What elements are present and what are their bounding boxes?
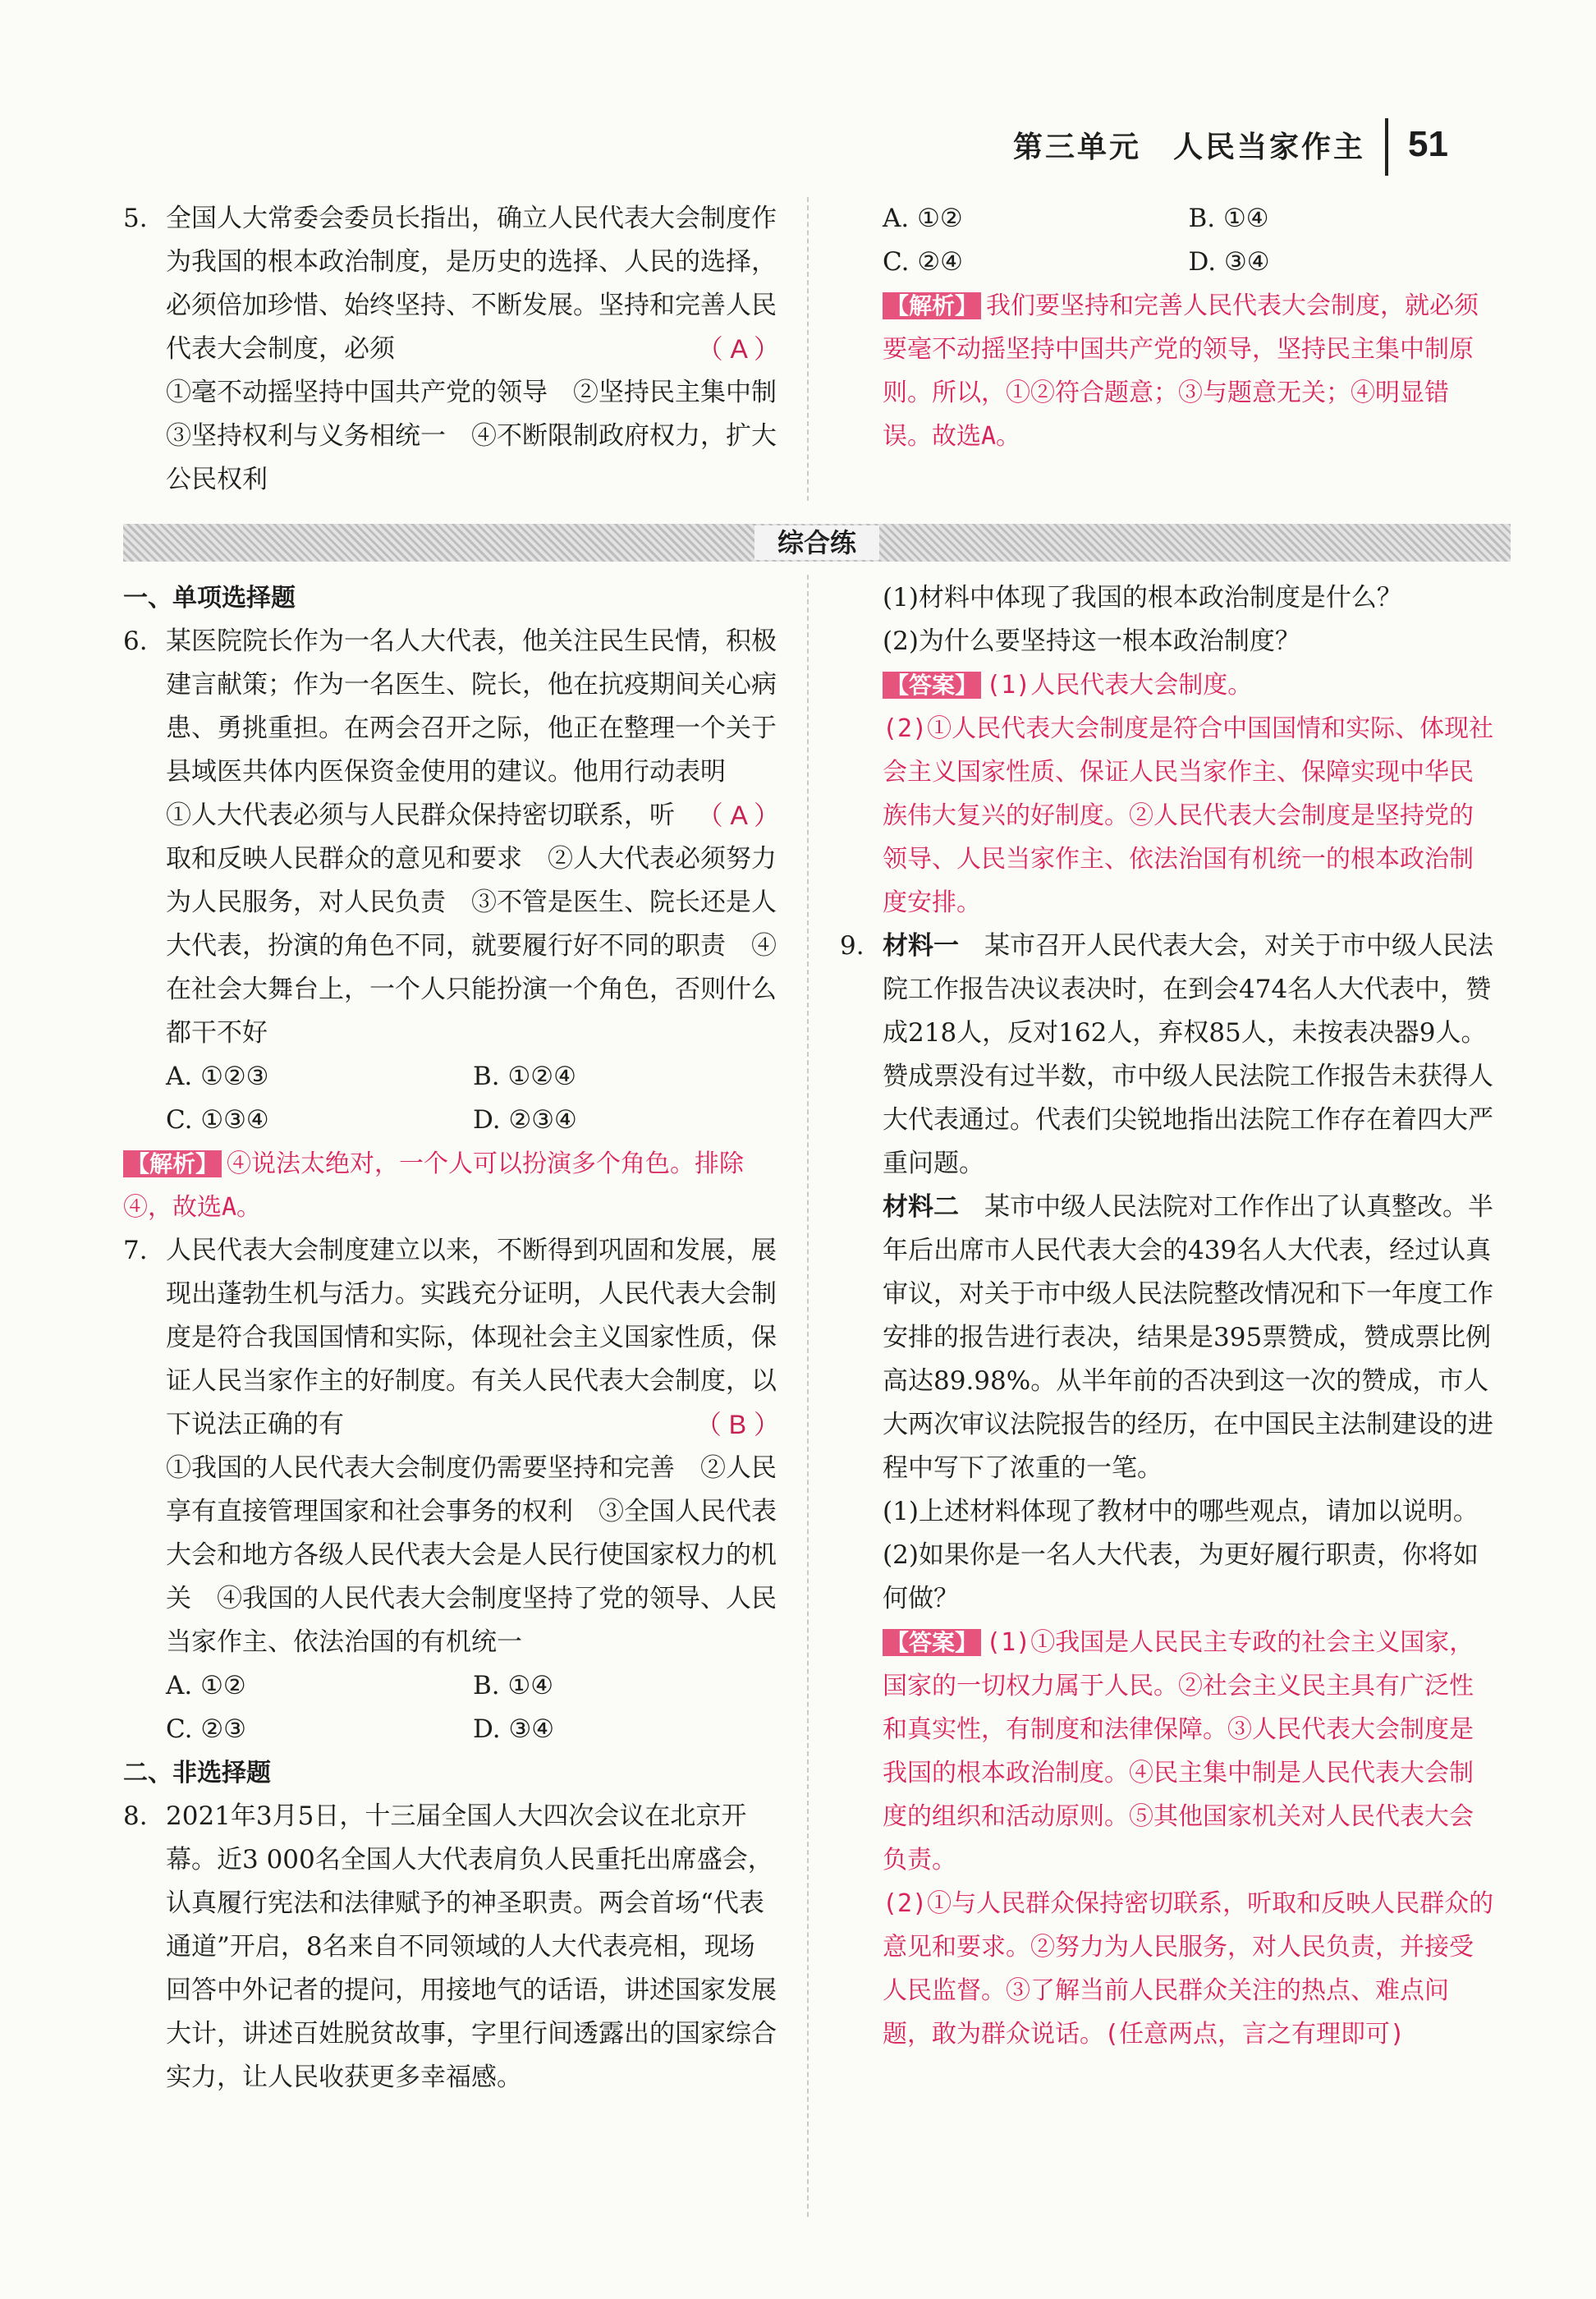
option-c: C. ①③④ (166, 1105, 269, 1135)
q9-subquestion-2: (2)如果你是一名人大代表，为更好履行职责，你将如何做？ (883, 1540, 1479, 1613)
question-9 (840, 925, 1494, 2056)
material-1-label: 材料一 (883, 931, 959, 961)
q8-answer-2: (2)①人民代表大会制度是符合中国国情和实际、体现社会主义国家性质、保证人民当家作主、保障实现中华民族伟大复兴的好制度。②人民代表大会制度是坚持党的领导、人民当家作主、依法治国有机统一的根本政治制度安排。 (883, 714, 1494, 917)
question-5 (123, 197, 802, 502)
answer-key: 【答案】 (883, 1629, 981, 1656)
option-c: C. ②③ (166, 1714, 246, 1744)
material-2: 某市中级人民法院对工作作出了认真整改。半年后出席市人民代表大会的439名人大代表，经过认真审议，对关于市中级人民法院整改情况和下一年度工作安排的报告进行表决，结果是395票赞成，赞成票比例高达89.98%。从半年前的否决到这一次的赞成，市人大两次审议法院报告的经历，在中国民主法制建设的进程中写下了浓重的一笔。 (883, 1192, 1493, 1483)
analysis-key: 【解析】 (123, 1150, 222, 1177)
statement-list: ①毫不动摇坚持中国共产党的领导 ②坚持民主集中制 ③坚持权利与义务相统一 ④不断限制政府权力，扩大公民权利 (166, 378, 802, 494)
right-column (840, 576, 1494, 2056)
q9-subquestion-1: (1)上述材料体现了教材中的哪些观点，请加以说明。 (883, 1497, 1479, 1526)
question-number: 8. (123, 1801, 148, 1831)
section-heading-non-choice: 二、非选择题 (123, 1759, 271, 1787)
question-stem: 某医院院长作为一名人大代表，他关注民生民情，积极建言献策；作为一名医生、院长，他在抗疫期间关心病患、勇挑重担。在两会召开之际，他正在整理一个关于县域医共体内医保资金使用的建议。他用行动表明 (166, 626, 777, 787)
question-6-options (123, 1055, 780, 1142)
q8-subquestion-1: (1)材料中体现了我国的根本政治制度是什么？ (883, 583, 1402, 613)
answer-key: 【答案】 (883, 672, 981, 699)
question-number: 6. (123, 626, 148, 656)
left-column (123, 576, 780, 2099)
section-band (123, 524, 1511, 562)
answer-choice: （ A ） (696, 801, 780, 830)
section-band-label: 综合练 (754, 525, 879, 560)
answer-choice: （ B ） (695, 1410, 780, 1439)
material-2-label: 材料二 (883, 1192, 959, 1222)
analysis-text: ④说法太绝对，一个人可以扮演多个角色。排除④，故选A。 (123, 1150, 745, 1222)
analysis (123, 1142, 780, 1229)
option-b: B. ①②④ (473, 1062, 576, 1091)
statement-list: ①人大代表必须与人民群众保持密切联系，听取和反映人民群众的意见和要求 ②人大代表必须努力为人民服务，对人民负责 ③不管是医生、院长还是人大代表，扮演的角色不同，就要履行好不同的职责 ④在社会大舞台上，一个人只能扮演一个角色，否则什么都干不好 (166, 801, 777, 1048)
option-b: B. ①④ (1188, 204, 1269, 233)
unit-title: 第三单元 人民当家作主 (1013, 130, 1366, 164)
section-heading-single-choice: 一、单项选择题 (123, 584, 296, 613)
q9-answer-1: (1)①我国是人民民主专政的社会主义国家，国家的一切权力属于人民。②社会主义民主具有广泛性和真实性，有制度和法律保障。③人民代表大会制度是我国的根本政治制度。④民主集中制是人民代表大会制度的组织和活动原则。⑤其他国家机关对人民代表大会负责。 (883, 1628, 1474, 1875)
page-header (1013, 113, 1448, 176)
q8-answer (883, 663, 1494, 707)
option-d: D. ②③④ (473, 1105, 577, 1135)
analysis-text: 我们要坚持和完善人民代表大会制度，就必须要毫不动摇坚持中国共产党的领导，坚持民主集中制原则。所以，①②符合题意；③与题意无关；④明显错误。故选A。 (883, 291, 1479, 451)
option-c: C. ②④ (883, 247, 963, 277)
column-divider-top (807, 197, 809, 501)
column-divider (807, 575, 809, 2217)
q9-answer (883, 1621, 1494, 1882)
option-d: D. ③④ (1188, 247, 1270, 277)
question-number: 5. (123, 204, 148, 233)
material-1: 某市召开人民代表大会，对关于市中级人民法院工作报告决议表决时，在到会474名人大代表中，赞成218人，反对162人，弃权85人，未按表决器9人。赞成票没有过半数，市中级人民法院工作报告未获得人大代表通过。代表们尖锐地指出法院工作存在着四大严重问题。 (883, 931, 1493, 1178)
question-7-options (123, 1664, 780, 1751)
question-6 (123, 620, 780, 1055)
option-d: D. ③④ (473, 1714, 555, 1744)
option-a: A. ①②③ (166, 1062, 269, 1091)
option-a: A. ①② (883, 204, 963, 233)
question-8 (123, 1795, 780, 2099)
q9-answer-2: (2)①与人民群众保持密切联系，听取和反映人民群众的意见和要求。②努力为人民服务，对人民负责，并接受人民监督。③了解当前人民群众关注的热点、难点问题，敢为群众说话。(任意两点，言之有理即可) (883, 1889, 1494, 2049)
analysis-key: 【解析】 (883, 292, 981, 319)
analysis (883, 284, 1494, 458)
statement-list: ①我国的人民代表大会制度仍需要坚持和完善 ②人民享有直接管理国家和社会事务的权利 ③全国人民代表大会和地方各级人民代表大会是人民行使国家权力的机关 ④我国的人民代表大会制度坚持了党的领导、人民当家作主、依法治国的有机统一 (166, 1453, 777, 1657)
answer-choice: （ A ） (696, 334, 780, 364)
question-stem: 人民代表大会制度建立以来，不断得到巩固和发展，展现出蓬勃生机与活力。实践充分证明，人民代表大会制度是符合我国国情和实际，体现社会主义国家性质，保证人民当家作主的好制度。有关人民代表大会制度，以下说法正确的有 (166, 1236, 777, 1439)
question-number: 9. (840, 931, 864, 961)
question-7 (123, 1229, 780, 1664)
option-a: A. ①② (166, 1671, 246, 1700)
question-number: 7. (123, 1236, 148, 1265)
option-b: B. ①④ (473, 1671, 554, 1700)
question-material: 2021年3月5日，十三届全国人大四次会议在北京开幕。近3 000名全国人大代表肩负人民重托出席盛会，认真履行宪法和法律赋予的神圣职责。两会首场“代表通道”开启，8名来自不同领域的人大代表亮相，现场回答中外记者的提问，用接地气的话语，讲述国家发展大计，讲述百姓脱贫故事，字里行间透露出的国家综合实力，让人民收获更多幸福感。 (166, 1801, 777, 2092)
question-stem: 全国人大常委会委员长指出，确立人民代表大会制度作为我国的根本政治制度，是历史的选择、人民的选择，必须倍加珍惜、始终坚持、不断发展。坚持和完善人民代表大会制度，必须 (166, 204, 777, 364)
page-number: 51 (1408, 124, 1448, 164)
q8-subquestion-2: (2)为什么要坚持这一根本政治制度？ (883, 626, 1300, 656)
q8-answer-1: (1)人民代表大会制度。 (986, 671, 1253, 700)
question-5-options (883, 197, 1494, 458)
header-divider (1385, 118, 1388, 176)
